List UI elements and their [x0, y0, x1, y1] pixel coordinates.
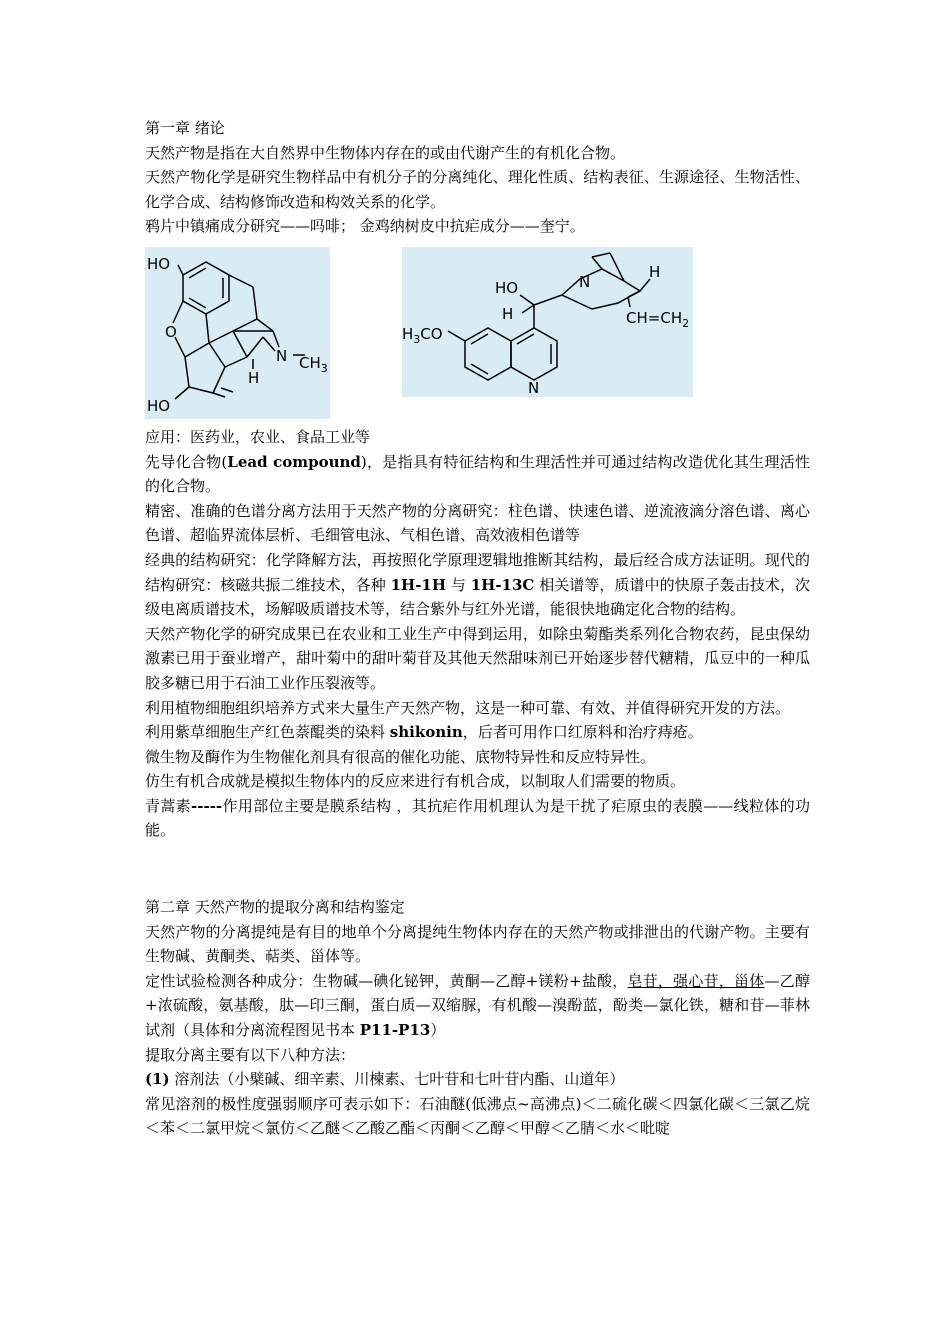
quinine-h-right: H [649, 262, 661, 281]
chapter2-title: 第二章 天然产物的提取分离和结构鉴定 [145, 898, 405, 917]
morphine-h: H [248, 368, 260, 387]
paragraph: 天然产物是指在大自然界中生物体内存在的或由代谢产生的有机化合物。 [145, 143, 626, 162]
chapter1-title: 第一章 绪论 [145, 119, 225, 137]
paragraph: 天然产物的分离提纯是有目的地单个分离提纯生物体内存在的天然产物或排泄出的代谢产物。主要有生物碱、黄酮类、萜类、甾体等。 [145, 922, 810, 966]
paragraph: 鸦片中镇痛成分研究——吗啡； 金鸡纳树皮中抗疟成分——奎宁。 [145, 217, 585, 236]
morphine-ho-top: HO [147, 254, 171, 273]
quinine-ho: HO [495, 278, 519, 297]
paragraph: 青蒿素-----作用部位主要是膜系结构 ，其抗疟作用机理认为是干扰了疟原虫的表膜——线粒体的功能。 [145, 796, 810, 840]
paragraph: (1) 溶剂法（小檗碱、细辛素、川楝素、七叶苷和七叶苷内酯、山道年） [145, 1070, 625, 1089]
morphine-structure [145, 247, 330, 419]
paragraph: 经典的结构研究：化学降解方法，再按照化学原理逻辑地推断其结构，最后经合成方法证明。现代的结构研究：核磁共振二维技术，各种 1H-1H 与 1H-13C 相关谱等，质谱中的快原子轰击技术，次级电离质谱技术，场解吸质谱技术等，结合紫外与红外光谱，能很快地确定化合物的结构。 [145, 550, 810, 619]
quinine-structure [402, 247, 693, 397]
paragraph: 应用：医药业，农业、食品工业等 [145, 427, 371, 446]
quinine-vinyl: $CH=CH_2$ [626, 308, 690, 330]
quinine-n-top: N [579, 272, 591, 291]
paragraph: 利用植物细胞组织培养方式来大量生产天然产物，这是一种可靠、有效、并值得研究开发的方法。 [145, 698, 791, 717]
structure-figures [145, 247, 810, 419]
quinine-methoxy: $H_3CO$ [402, 324, 443, 346]
document-page [145, 116, 810, 1141]
quinine-n-bottom: N [528, 378, 540, 397]
morphine-n: N [276, 346, 288, 365]
paragraph: 先导化合物(Lead compound)，是指具有特征结构和生理活性并可通过结构改造优化其生理活性的化合物。 [145, 452, 810, 496]
morphine-ho-bottom: HO [147, 396, 171, 415]
paragraph: 精密、准确的色谱分离方法用于天然产物的分离研究：柱色谱、快速色谱、逆流液滴分溶色谱、离心色谱、超临界流体层析、毛细管电泳、气相色谱、高效液相色谱等 [145, 501, 810, 545]
paragraph: 常见溶剂的极性度强弱顺序可表示如下：石油醚(低沸点~高沸点)＜二硫化碳＜四氯化碳＜三氯乙烷＜苯＜二氯甲烷＜氯仿＜乙醚＜乙酸乙酯＜丙酮＜乙醇＜甲醇＜乙腈＜水＜吡啶 [145, 1094, 810, 1138]
paragraph: 天然产物化学是研究生物样品中有机分子的分离纯化、理化性质、结构表征、生源途径、生物活性、化学合成、结构修饰改造和构效关系的化学。 [145, 168, 810, 211]
paragraph: 利用紫草细胞生产红色萘醌类的染料 shikonin，后者可用作口红原料和治疗痔疮。 [145, 723, 703, 742]
paragraph: 提取分离主要有以下八种方法： [145, 1045, 356, 1064]
quinine-h-left: H [502, 304, 514, 323]
paragraph: 定性试验检测各种成分：生物碱—碘化铋钾，黄酮—乙醇+镁粉+盐酸，皂苷，强心苷，甾体—乙醇+浓硫酸，氨基酸，肽—印三酮，蛋白质—双缩脲，有机酸—溴酚蓝，酚类—氯化铁，糖和苷—菲林试剂（具体和分离流程图见书本 P11-P13） [145, 971, 810, 1040]
section-gap [145, 843, 810, 895]
paragraph: 天然产物化学的研究成果已在农业和工业生产中得到运用，如除虫菊酯类系列化合物农药，昆虫保幼激素已用于蚕业增产，甜叶菊中的甜叶菊苷及其他天然甜味剂已开始逐步替代糖精，瓜豆中的一种瓜胶多糖已用于石油工业作压裂液等。 [145, 624, 810, 692]
morphine-o-ring: O [165, 322, 177, 341]
paragraph: 仿生有机合成就是模拟生物体内的反应来进行有机合成，以制取人们需要的物质。 [145, 772, 686, 791]
paragraph: 微生物及酶作为生物催化剂具有很高的催化功能、底物特异性和反应特异性。 [145, 747, 656, 766]
morphine-ch3: $CH_3$ [299, 353, 328, 375]
